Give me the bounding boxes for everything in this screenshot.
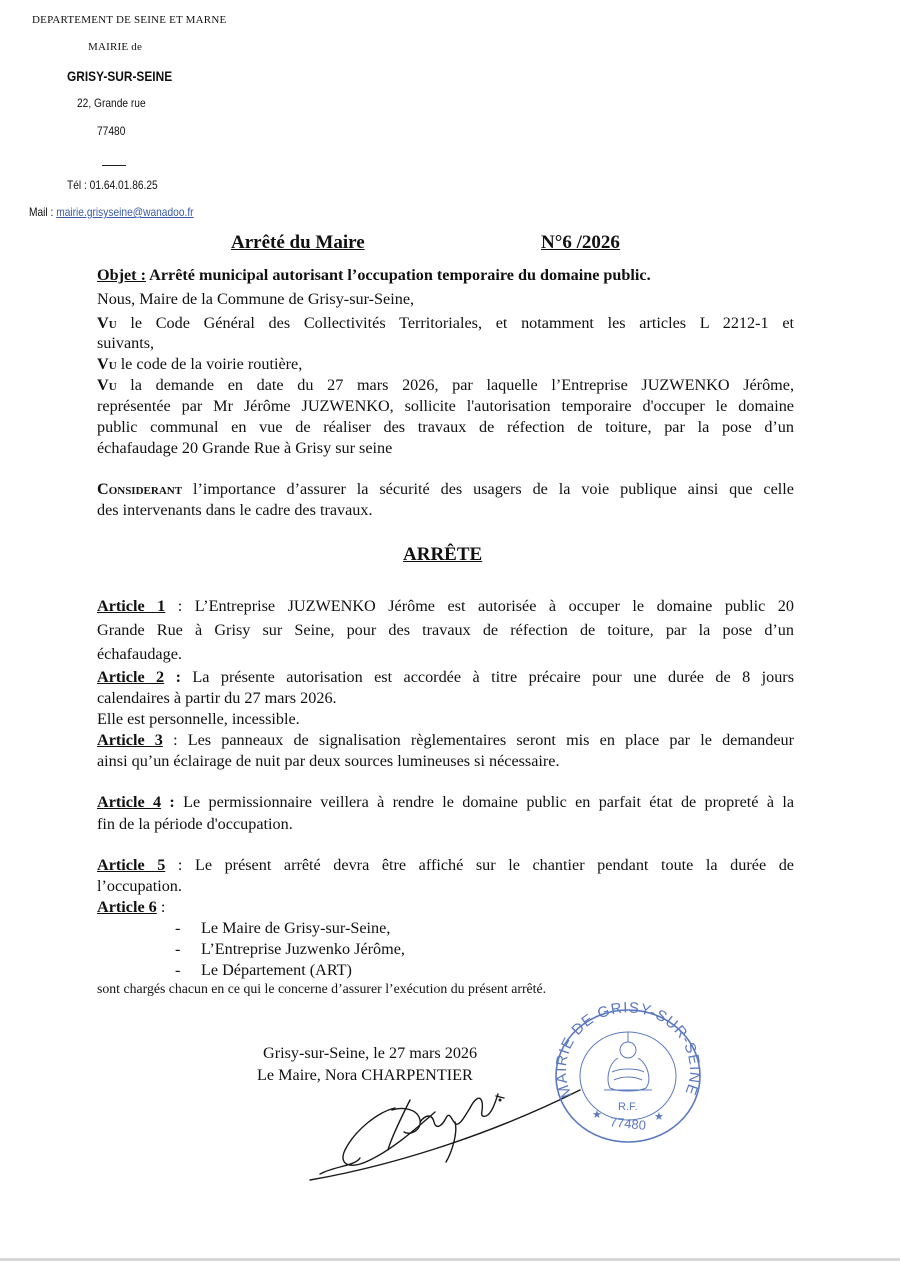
vu1-line1: Vu le Code Général des Collectivités Territoriales, et notamment les articles L 2212-1 et (97, 314, 794, 332)
list-bullet: - (175, 961, 181, 979)
article1-line3: échafaudage. (97, 645, 182, 663)
telephone: Tél : 01.64.01.86.25 (67, 178, 158, 192)
article6-label: Article 6 (97, 898, 157, 916)
closing-line: sont chargés chacun en ce qui le concerne d’assurer l’exécution du présent arrêté. (97, 981, 547, 996)
stamp-ring-text: MAIRIE DE GRISY-SUR-SEINE (552, 1002, 704, 1101)
article6-line: Article 6 : (97, 898, 166, 916)
list-item: Le Département (ART) (201, 961, 352, 979)
mail-label: Mail : (29, 205, 57, 219)
vu-label: Vu (97, 355, 117, 373)
considerant-label: Considerant (97, 480, 183, 498)
article2-line3: Elle est personnelle, incessible. (97, 710, 300, 728)
article1-label: Article 1 (97, 597, 166, 615)
page-bottom-edge (0, 1258, 900, 1261)
star-icon: ★ (654, 1111, 664, 1123)
vu-label: Vu (97, 376, 117, 394)
vu3-line2: représentée par Mr Jérôme JUZWENKO, sollicite l'autorisation temporaire d'occuper le domaine (97, 397, 794, 415)
signature-signer: Le Maire, Nora CHARPENTIER (257, 1066, 473, 1084)
vu3-line4: échafaudage 20 Grande Rue à Grisy sur seine (97, 439, 393, 457)
article4-label: Article 4 (97, 793, 162, 811)
svg-text:MAIRIE DE GRISY-SUR-SEINE (553, 1002, 703, 1100)
article3-line2: ainsi qu’un éclairage de nuit par deux sources lumineuses si nécessaire. (97, 752, 560, 770)
stamp-rf: R.F. (618, 1101, 638, 1113)
article2-line2: calendaires à partir du 27 mars 2026. (97, 689, 337, 707)
article3-line1: Article 3 : Les panneaux de signalisation règlementaires seront mis en place par le demandeur (97, 731, 794, 749)
vu3-line3: public communal en vue de réaliser des travaux de réfection de toiture, par la pose d’un (97, 418, 794, 436)
document-number: N°6 /2026 (541, 232, 620, 253)
star-icon: ★ (592, 1109, 602, 1121)
header-divider (102, 165, 126, 166)
list-bullet: - (175, 940, 181, 958)
address: 22, Grande rue (77, 96, 146, 110)
article2-label: Article 2 (97, 668, 165, 686)
intro-line: Nous, Maire de la Commune de Grisy-sur-Seine, (97, 290, 415, 308)
article5-line1: Article 5 : Le présent arrêté devra être affiché sur le chantier pendant toute la durée de (97, 856, 794, 874)
stamp-code: 77480 (609, 1114, 647, 1133)
vu3-line1: Vu la demande en date du 27 mars 2026, par laquelle l’Entreprise JUZWENKO Jérôme, (97, 376, 794, 394)
department-label: DEPARTEMENT DE SEINE ET MARNE (32, 14, 227, 26)
document-title: Arrêté du Maire (231, 232, 365, 253)
objet-label: Objet : (97, 266, 146, 284)
article3-label: Article 3 (97, 731, 163, 749)
objet-line (97, 265, 794, 286)
considerant-line2: des intervenants dans le cadre des travaux. (97, 501, 373, 519)
vu1-line2: suivants, (97, 334, 155, 352)
mairie-label: MAIRIE de (88, 41, 143, 53)
list-item: Le Maire de Grisy-sur-Seine, (201, 919, 391, 937)
signature-place-date: Grisy-sur-Seine, le 27 mars 2026 (263, 1044, 478, 1062)
mairie-stamp (548, 1002, 708, 1147)
article1-line2: Grande Rue à Grisy sur Seine, pour des travaux de réfection de toiture, par la pose d’un (97, 621, 794, 639)
arrete-heading: ARRÊTE (403, 544, 483, 565)
handwritten-signature (300, 1070, 590, 1190)
considerant-line1: Considerant l’importance d’assurer la sécurité des usagers de la voie publique ainsi que celle (97, 480, 794, 498)
list-bullet: - (175, 919, 181, 937)
mail-line (29, 205, 194, 219)
town-name: GRISY-SUR-SEINE (67, 68, 173, 84)
vu-label: Vu (97, 314, 117, 332)
list-item: L’Entreprise Juzwenko Jérôme, (201, 940, 405, 958)
article4-line1: Article 4 : Le permissionnaire veillera à rendre le domaine public en parfait état de propreté à la (97, 793, 795, 811)
objet-text: Arrêté municipal autorisant l’occupation temporaire du domaine public. (146, 266, 651, 284)
postcode: 77480 (97, 124, 126, 138)
mail-link[interactable]: mairie.grisyseine@wanadoo.fr (56, 205, 194, 219)
article4-line2: fin de la période d'occupation. (97, 815, 293, 833)
article1-line1: Article 1 : L’Entreprise JUZWENKO Jérôme est autorisée à occuper le domaine public 20 (97, 597, 794, 615)
article5-line2: l’occupation. (97, 877, 182, 895)
article5-label: Article 5 (97, 856, 166, 874)
vu2-line: Vu le code de la voirie routière, (97, 355, 303, 373)
article2-line1: Article 2 : La présente autorisation est accordée à titre précaire pour une durée de 8 jours (97, 668, 794, 686)
